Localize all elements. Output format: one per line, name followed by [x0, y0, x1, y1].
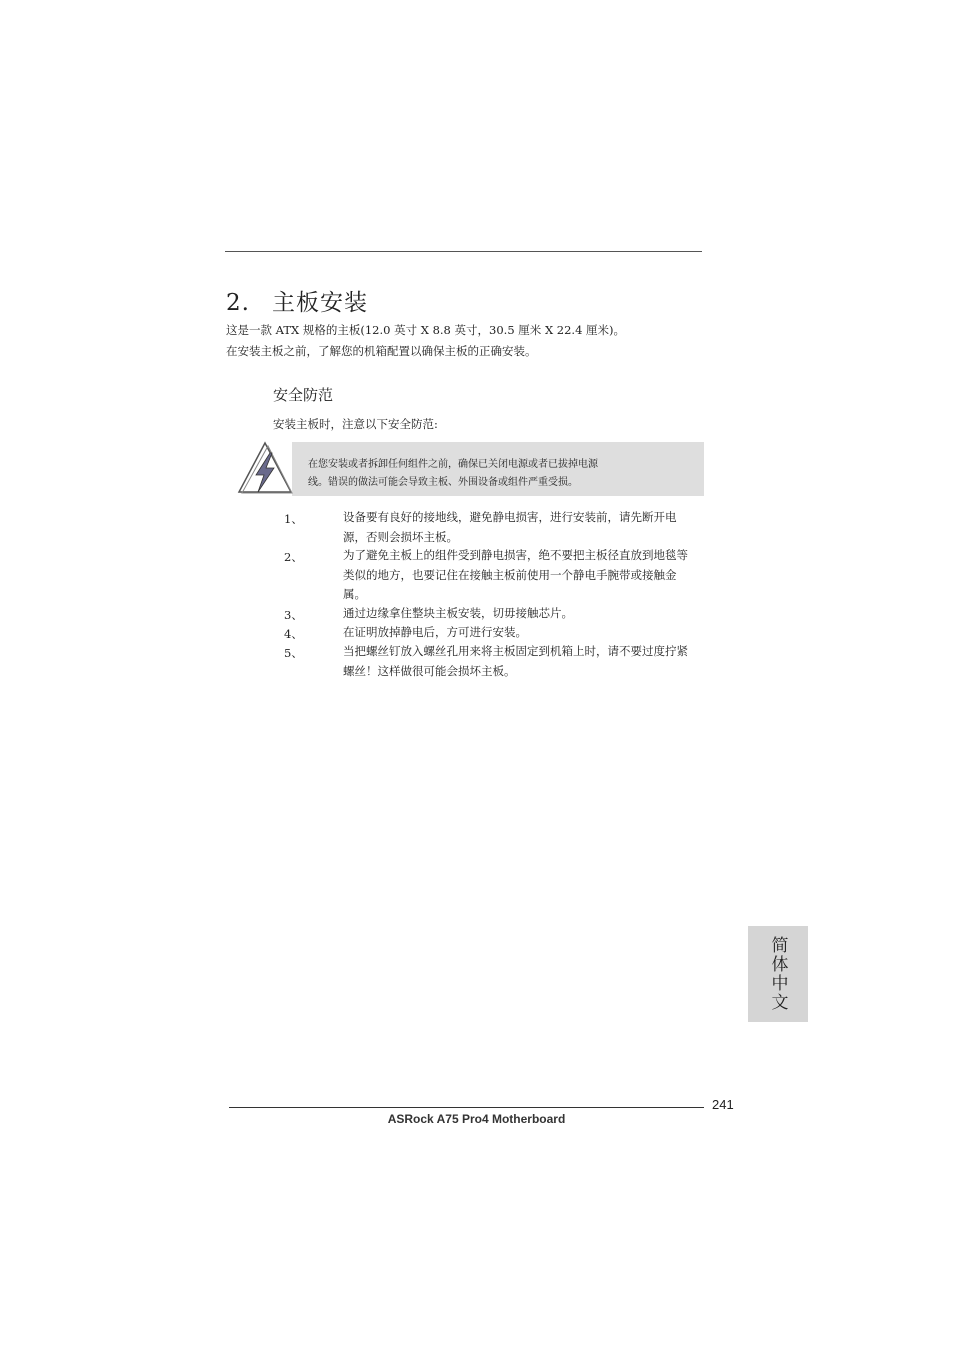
intro-line-2: 在安装主板之前，了解您的机箱配置以确保主板的正确安装。 [226, 344, 537, 358]
list-item-3-number: 3、 [284, 608, 303, 622]
top-divider [225, 251, 702, 252]
section-title: 主板安装 [272, 290, 368, 316]
intro-line-1: 这是一款 ATX 规格的主板(12.0 英寸 X 8.8 英寸，30.5 厘米 X 22.4 厘米)。 [226, 323, 626, 337]
list-item-1-number: 1、 [284, 512, 303, 526]
lightning-warning-icon [236, 440, 294, 496]
page-number: 241 [712, 1097, 734, 1112]
list-item-1-text: 设备要有良好的接地线，避免静电损害，进行安装前，请先断开电源，否则会损坏主板。 [343, 510, 677, 544]
list-item-3-text: 通过边缘拿住整块主板安装，切毋接触芯片。 [343, 606, 573, 620]
safety-title: 安全防范 [273, 386, 334, 404]
footer-divider [229, 1107, 704, 1108]
list-item-4-number: 4、 [284, 627, 303, 641]
list-item-2-text: 为了避免主板上的组件受到静电损害，绝不要把主板径直放到地毯等类似的地方，也要记住在接触主板前使用一个静电手腕带或接触金属。 [343, 548, 688, 601]
footer-title: ASRock A75 Pro4 Motherboard [387, 1112, 566, 1126]
language-tab-label: 简体中文 [767, 936, 788, 1012]
list-item-2-number: 2、 [284, 550, 303, 564]
safety-lead: 安装主板时，注意以下安全防范: [273, 417, 438, 431]
list-item-4-text: 在证明放掉静电后，方可进行安装。 [343, 625, 527, 639]
list-item-5-number: 5、 [284, 646, 303, 660]
warning-line-1: 在您安装或者拆卸任何组件之前，确保已关闭电源或者已拔掉电源 [308, 459, 598, 470]
language-tab [748, 926, 808, 1022]
list-item-5-text: 当把螺丝钉放入螺丝孔用来将主板固定到机箱上时，请不要过度拧紧螺丝！这样做很可能会损坏主板。 [343, 644, 688, 678]
section-heading [226, 284, 368, 317]
warning-line-2: 线。错误的做法可能会导致主板、外围设备或组件严重受损。 [308, 477, 578, 488]
section-number: 2. [226, 290, 250, 316]
